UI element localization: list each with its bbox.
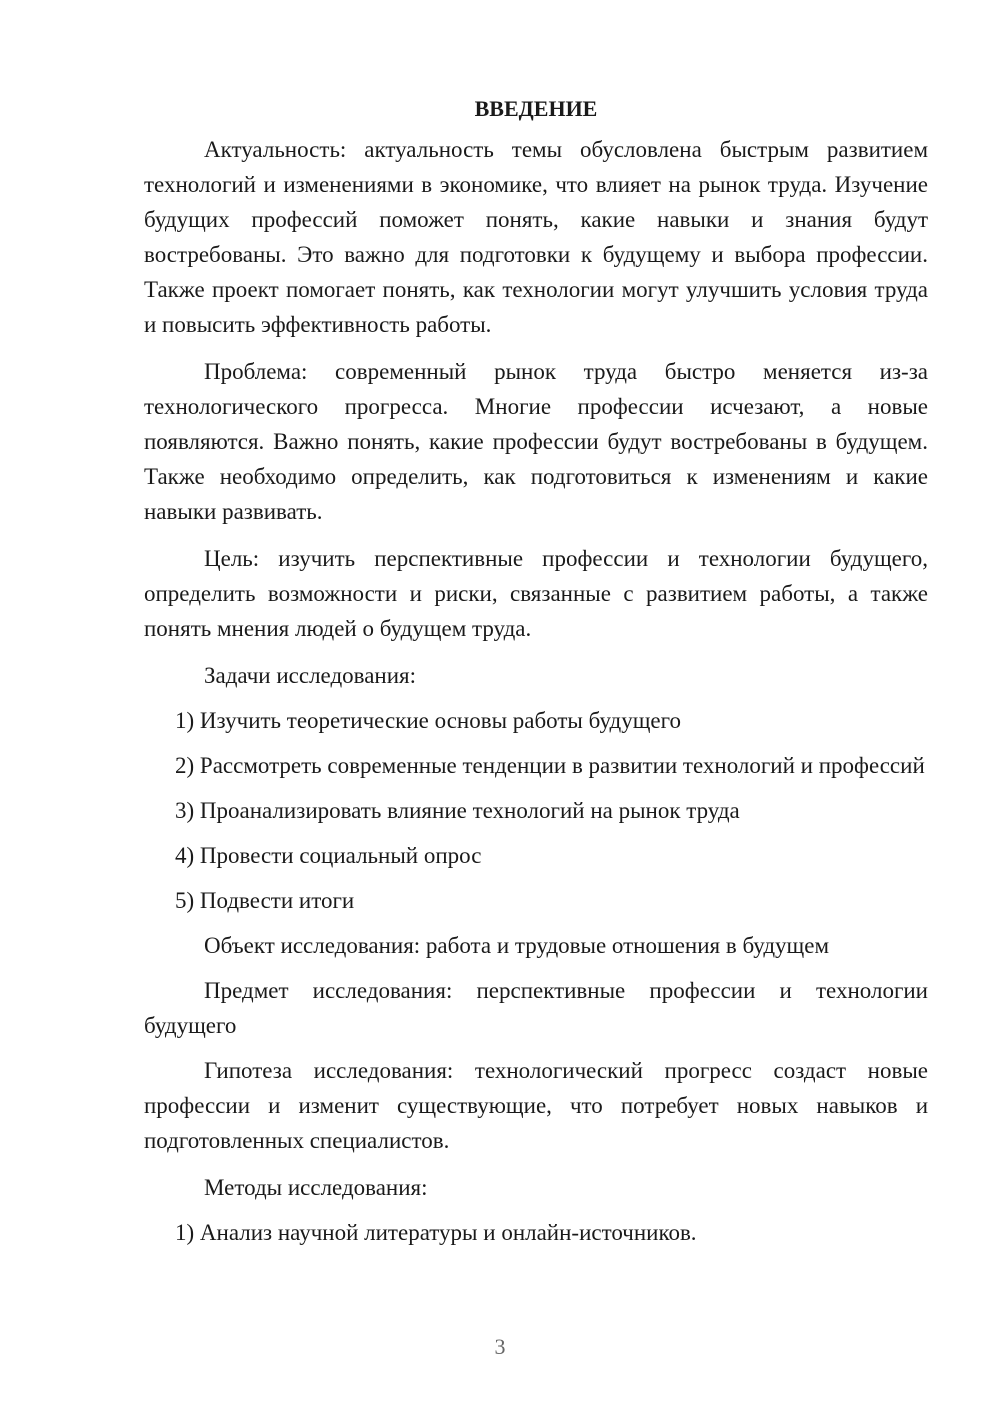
task-item-2: 2) Рассмотреть современные тенденции в развитии технологий и профессий bbox=[175, 753, 925, 778]
methods-heading: Методы исследования: bbox=[204, 1175, 428, 1200]
object-paragraph: Объект исследования: работа и трудовые отношения в будущем bbox=[204, 933, 830, 958]
relevance-paragraph: Актуальность: актуальность темы обусловлена быстрым развитием технологий и изменениями в экономике, что влияет на рынок труда. Изучение будущих профессий поможет понять, какие навыки и знания будут востребованы. Это важно для подготовки к будущему и выбора профессии. Также проект помогает понять, как технологии могут улучшить условия труда и повысить эффективность работы. bbox=[144, 137, 928, 337]
subject-paragraph: Предмет исследования: перспективные профессии и технологии будущего bbox=[144, 978, 928, 1038]
task-item-5: 5) Подвести итоги bbox=[175, 888, 355, 913]
section-title: ВВЕДЕНИЕ bbox=[474, 96, 598, 121]
hypothesis-paragraph: Гипотеза исследования: технологический прогресс создаст новые профессии и изменит существующие, что потребует новых навыков и подготовленных специалистов. bbox=[144, 1058, 928, 1153]
goal-paragraph: Цель: изучить перспективные профессии и технологии будущего, определить возможности и риски, связанные с развитием работы, а также понять мнения людей о будущем труда. bbox=[144, 546, 928, 641]
tasks-heading: Задачи исследования: bbox=[204, 663, 417, 688]
task-item-3: 3) Проанализировать влияние технологий на рынок труда bbox=[175, 798, 740, 823]
problem-paragraph: Проблема: современный рынок труда быстро меняется из-за технологического прогресса. Многие профессии исчезают, а новые появляются. Важно понять, какие профессии будут востребованы в будущем. Также необходимо определить, как подготовиться к изменениям и какие навыки развивать. bbox=[144, 359, 928, 524]
page-content bbox=[144, 92, 928, 1260]
task-item-4: 4) Провести социальный опрос bbox=[175, 843, 482, 868]
method-item-1: 1) Анализ научной литературы и онлайн-источников. bbox=[175, 1220, 697, 1245]
task-item-1: 1) Изучить теоретические основы работы будущего bbox=[175, 708, 681, 733]
page-number: 3 bbox=[494, 1334, 506, 1359]
